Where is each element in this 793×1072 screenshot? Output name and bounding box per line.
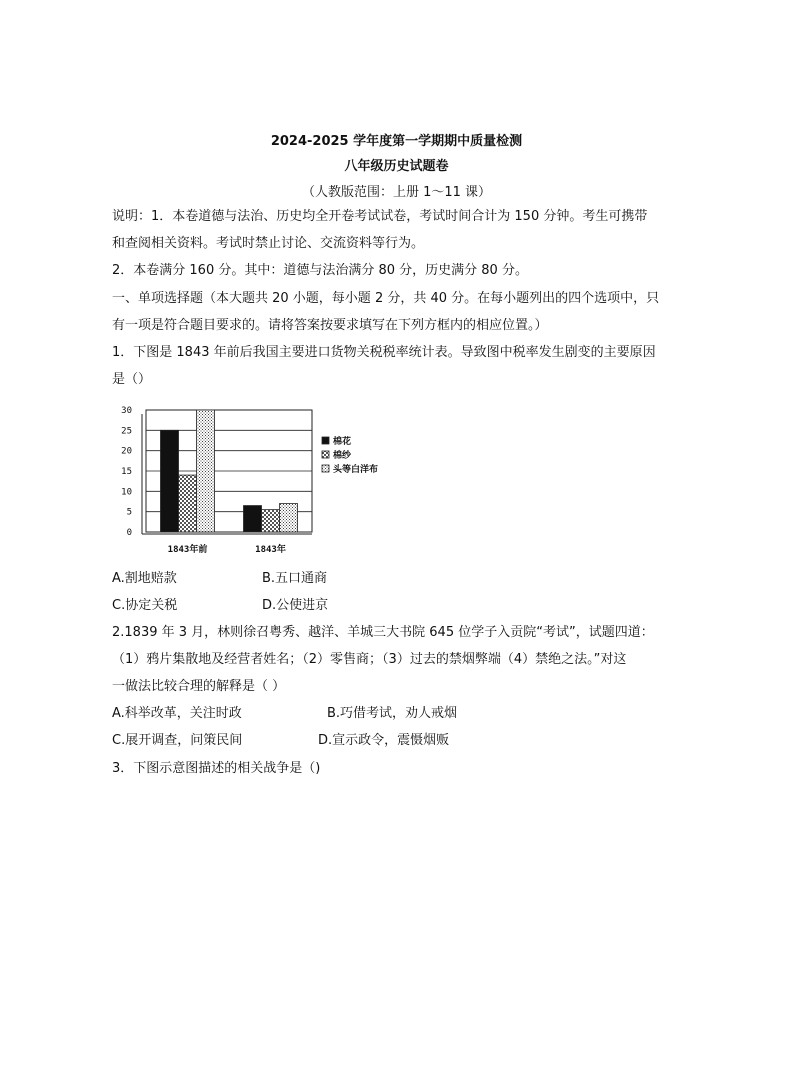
bar-棉纱-1843年前 [179, 475, 197, 532]
q1-option-c[interactable]: C.协定关税 [112, 598, 178, 613]
y-tick-label: 25 [121, 426, 132, 437]
legend-swatch-头等白洋布 [322, 465, 329, 472]
q2-option-a[interactable]: A.科举改革，关注时政 [112, 706, 242, 721]
q2-option-b[interactable]: B.巧借考试，劝人戒烟 [327, 706, 458, 721]
y-tick-label: 30 [121, 406, 132, 416]
exam-title: 2024-2025 学年度第一学期期中质量检测 [270, 134, 523, 149]
q2-stem-line-3: 一做法比较合理的解释是（ ） [112, 679, 286, 694]
exam-subtitle: 八年级历史试题卷 [344, 159, 449, 174]
bar-棉花-1843年 [244, 506, 262, 532]
bar-头等白洋布-1843年前 [197, 410, 215, 532]
section1-line-1: 一、单项选择题（本大题共 20 小题，每小题 2 分，共 40 分。在每小题列出的四个选项中，只 [112, 291, 660, 306]
y-tick-label: 20 [121, 446, 132, 457]
legend-swatch-棉纱 [322, 451, 329, 458]
bar-棉纱-1843年 [262, 510, 280, 532]
q2-stem-line-1: 2.1839 年 3 月，林则徐召粤秀、越洋、羊城三大书院 645 位学子入贡院“考试”，试题四道： [112, 625, 654, 640]
q1-stem-line-1: 1．下图是 1843 年前后我国主要进口货物关税税率统计表。导致图中税率发生剧变的主要原因 [112, 345, 656, 360]
q2-option-d[interactable]: D.宣示政令，震慑烟贩 [318, 733, 450, 748]
y-tick-label: 10 [121, 487, 132, 498]
legend-label-棉花: 棉花 [333, 437, 352, 447]
y-tick-label: 0 [126, 528, 132, 538]
y-tick-label: 5 [126, 507, 132, 518]
exam-scope: （人教版范围：上册 1～11 课） [301, 185, 492, 200]
q3-stem-line-1: 3．下图示意图描述的相关战争是（) [112, 761, 321, 776]
legend-label-头等白洋布: 头等白洋布 [333, 465, 379, 475]
q1-option-a[interactable]: A.割地赔款 [112, 571, 177, 586]
q2-stem-line-2: （1）鸦片集散地及经营者姓名；（2）零售商；（3）过去的禁烟弊端（4）禁绝之法。”对这 [112, 652, 627, 667]
q1-stem-line-2: 是（） [112, 372, 152, 387]
section1-line-2: 有一项是符合题目要求的。请将答案按要求填写在下列方框内的相应位置。） [112, 318, 548, 333]
bar-棉花-1843年前 [161, 430, 179, 532]
q1-option-d[interactable]: D.公使进京 [262, 598, 329, 613]
q2-option-c[interactable]: C.展开调查，问策民间 [112, 733, 243, 748]
legend-swatch-棉花 [322, 437, 329, 444]
instructions-line-3: 2．本卷满分 160 分。其中：道德与法治满分 80 分，历史满分 80 分。 [112, 263, 528, 278]
q1-tariff-bar-chart [112, 402, 402, 562]
y-tick-label: 15 [121, 467, 132, 477]
q1-option-b[interactable]: B.五口通商 [262, 571, 328, 586]
bar-头等白洋布-1843年 [280, 504, 298, 532]
bar-chart-svg [112, 402, 402, 562]
x-category-label: 1843年前 [167, 545, 208, 555]
instructions-line-2: 和查阅相关资料。考试时禁止讨论、交流资料等行为。 [112, 236, 425, 251]
x-category-label: 1843年 [255, 545, 286, 555]
instructions-line-1: 说明：1．本卷道德与法治、历史均全开卷考试试卷，考试时间合计为 150 分钟。考生可携带 [112, 209, 648, 224]
legend-label-棉纱: 棉纱 [333, 451, 352, 461]
